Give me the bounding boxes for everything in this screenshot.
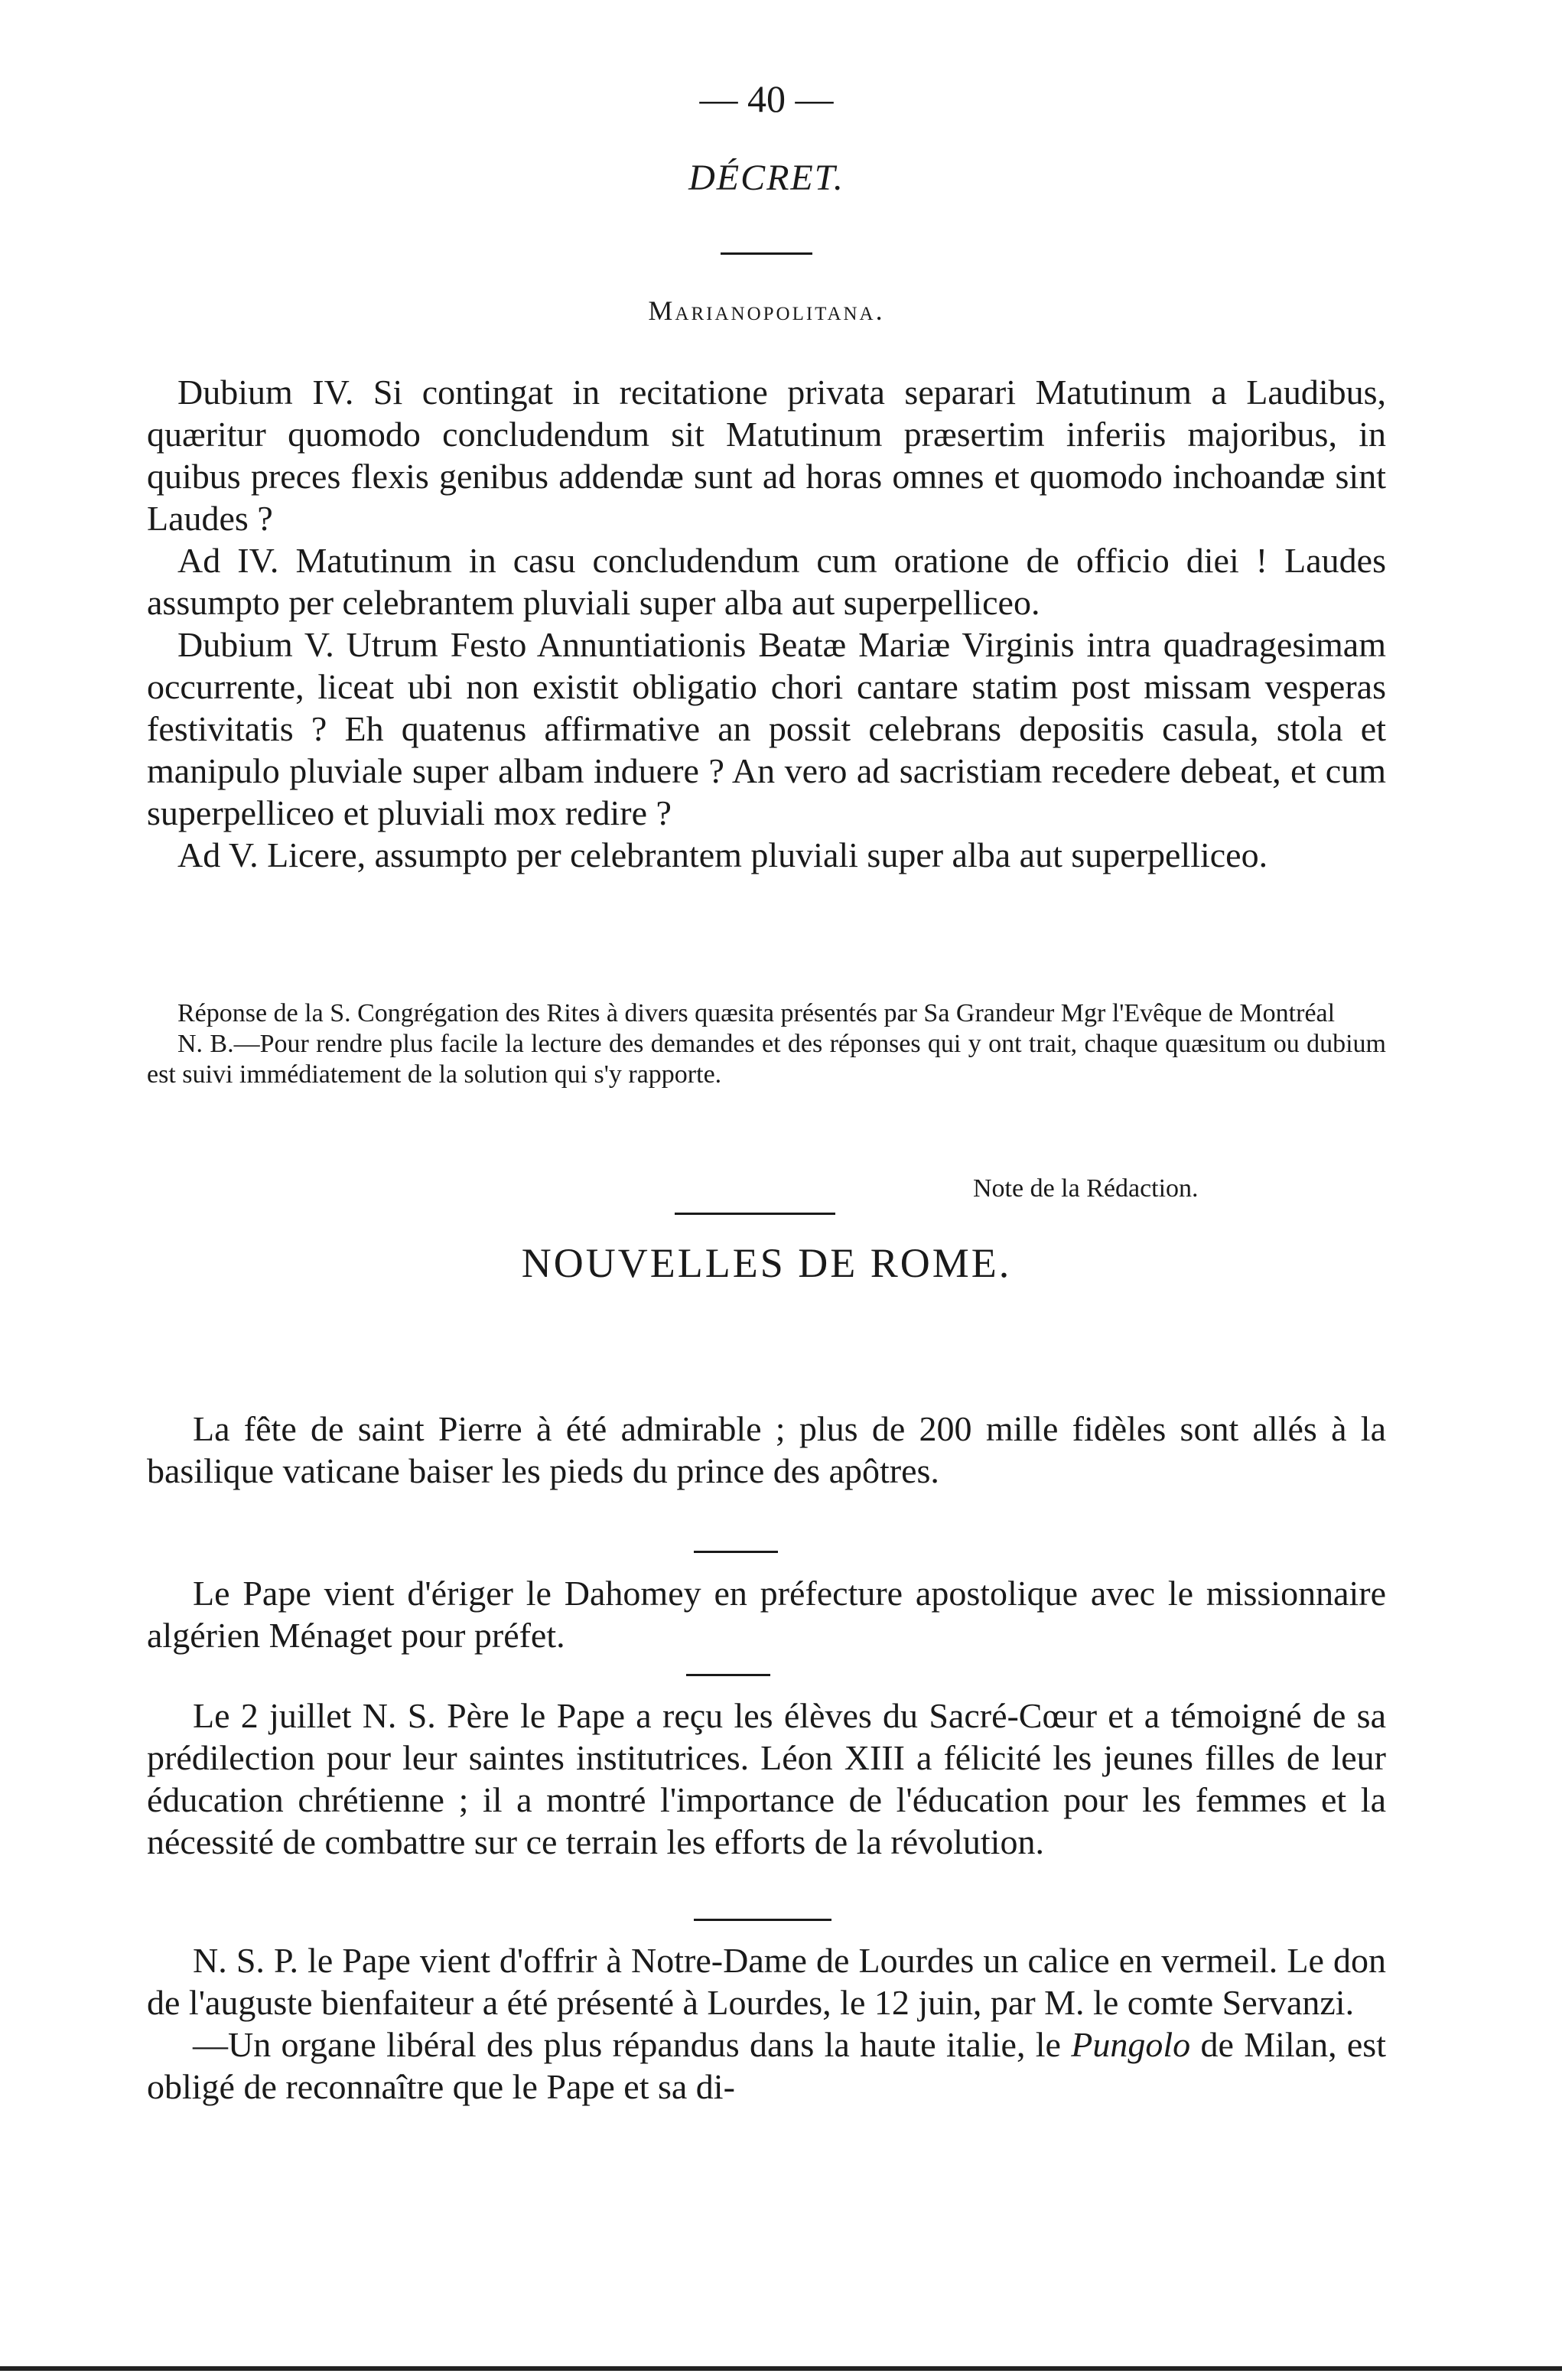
decree-text [147, 371, 1386, 876]
section-title: NOUVELLES DE ROME. [521, 1240, 1012, 1286]
note-reponse: Réponse de la S. Congrégation des Rites à divers quæsita présentés par Sa Grandeur Mgr l'Evêque de Montréal [177, 999, 1336, 1027]
divider [721, 252, 812, 255]
last-paragraph: —Un organe libéral des plus répandus dans la haute italie, le Pungolo de Milan, est obligé de reconnaître que le Pape et sa di- [147, 2025, 1386, 2106]
diocese-heading: Marianopolitana. [648, 295, 885, 326]
document-page [147, 0, 1386, 2380]
dubium-iv: Dubium IV. Si contingat in recitatione privata separari Matutinum a Laudibus, quæritur quomodo concludendum sit Matutinum præsertim inferiis majoribus, in quibus preces flexis genibus addendæ sunt ad horas omnes et quomodo inchoandæ sint Laudes ? [147, 373, 1386, 538]
note-nb: N. B.—Pour rendre plus facile la lecture des demandes et des réponses qui y ont trait, chaque quæsitum ou dubium est suivi immédiatement de la solution qui s'y rapporte. [147, 1030, 1386, 1089]
editorial-note [147, 998, 1386, 1090]
page-title: DÉCRET. [688, 158, 844, 198]
divider [694, 1919, 831, 1921]
news-item: Le 2 juillet N. S. Père le Pape a reçu les élèves du Sacré-Cœur et a témoigné de sa prédilection pour leur saintes institutrices. Léon XIII a félicité les jeunes filles de leur éducation chrétienne ; il a montré l'importance de l'éducation pour les femmes et la nécessité de combattre sur ce terrain les efforts de la révolution. [147, 1696, 1386, 1861]
ad-v: Ad V. Licere, assumpto per celebrantem pluviali super alba aut superpelliceo. [177, 835, 1268, 874]
divider [675, 1213, 835, 1215]
news-item: N. S. P. le Pape vient d'offrir à Notre-Dame de Lourdes un calice en vermeil. Le don de l'auguste bienfaiteur a été présenté à Lourdes, le 12 juin, par M. le comte Servanzi. —Un organe libéral des plus répandus dans la haute italie, le Pungolo de Milan, est obligé de reconnaître que le Pape et sa di- [147, 1941, 1386, 2106]
note-signature: Note de la Rédaction. [973, 1174, 1199, 1203]
divider [686, 1674, 770, 1676]
dubium-v: Dubium V. Utrum Festo Annuntiationis Beatæ Mariæ Virginis intra quadragesimam occurrente, liceat ubi non existit obligatio chori cantare statim post missam vesperas festivitatis ? Eh quatenus affirmative an possit celebrans depositis casula, stola et manipulo pluviale super albam induere ? An vero ad sacristiam recedere debeat, et cum superpelliceo et pluviali mox redire ? [147, 625, 1386, 832]
news-item: Le Pape vient d'ériger le Dahomey en préfecture apostolique avec le missionnaire algérien Ménaget pour préfet. [147, 1574, 1386, 1655]
page-bottom-edge [0, 2366, 1562, 2371]
divider [694, 1551, 778, 1553]
page-number: — 40 — [699, 77, 834, 120]
news-item: La fête de saint Pierre à été admirable ; plus de 200 mille fidèles sont allés à la basilique vaticane baiser les pieds du prince des apôtres. [147, 1409, 1386, 1490]
ad-iv: Ad IV. Matutinum in casu concludendum cum oratione de officio diei ! Laudes assumpto per celebrantem pluviali super alba aut superpelliceo. [147, 541, 1386, 622]
